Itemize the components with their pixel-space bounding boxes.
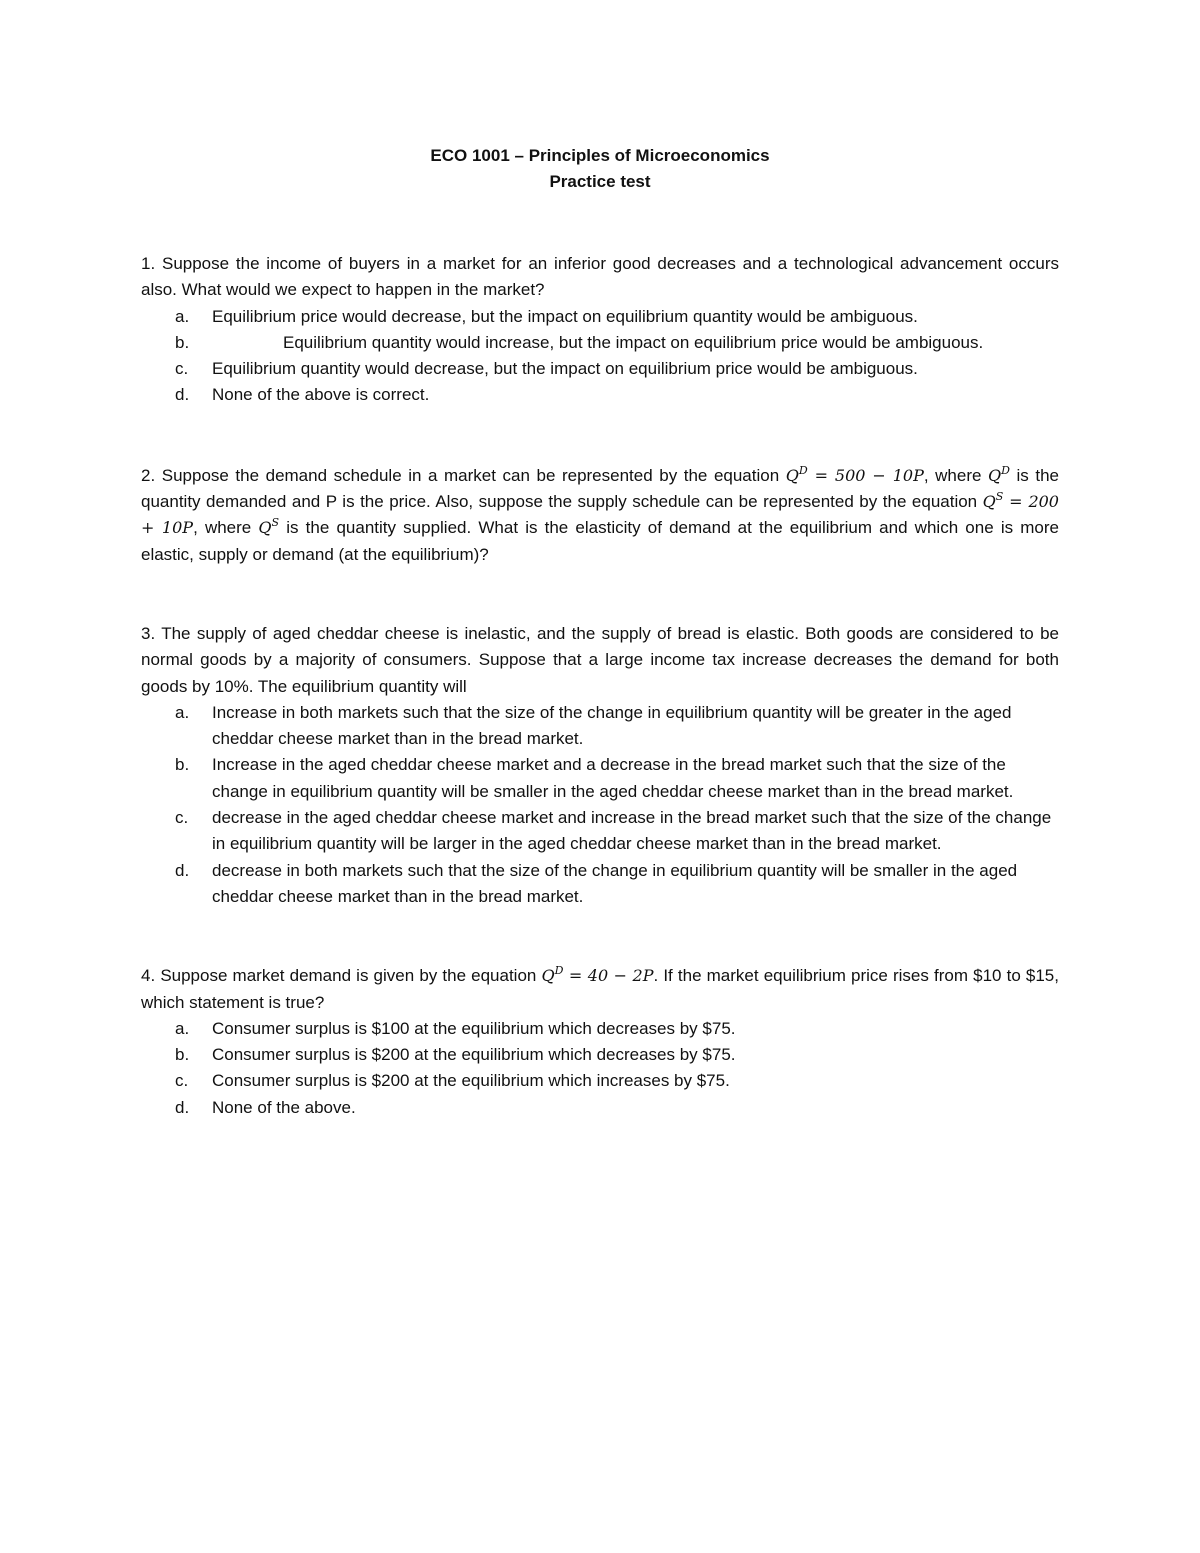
option-text: decrease in the aged cheddar cheese market and increase in the bread market such that the size of the change in equilibrium quantity will be larger in the aged cheddar cheese market than in the bread market.: [212, 808, 1052, 854]
question-text: Suppose the income of buyers in a market for an inferior good decreases and a technological advancement occurs also. What would we expect to happen in the market?: [141, 254, 1059, 300]
option-text: None of the above.: [212, 1097, 356, 1117]
supply-equation: $Q^S = 200 + 10P$: [141, 490, 1059, 538]
option-b: [141, 752, 1059, 805]
option-a: [141, 1016, 1059, 1042]
option-c: [141, 805, 1059, 858]
option-text: Increase in both markets such that the size of the change in equilibrium quantity will be greater in the aged cheddar cheese market than in the bread market.: [212, 702, 1012, 749]
option-text: Consumer surplus is $200 at the equilibrium which decreases by $75.: [212, 1045, 736, 1065]
option-letter: b.: [175, 1045, 190, 1065]
question-2: [141, 463, 1059, 568]
demand-equation: $Q^D = 40 - 2P$: [541, 964, 654, 986]
option-a: [141, 304, 1059, 330]
option-letter: b.: [175, 332, 190, 352]
question-number: 2.: [141, 465, 156, 485]
option-letter: c.: [175, 1071, 189, 1091]
option-b: [141, 1042, 1059, 1068]
question-4: [141, 963, 1059, 1121]
option-letter: a.: [175, 1018, 190, 1038]
question-4-options: [141, 1016, 1059, 1121]
option-text: decrease in both markets such that the size of the change in equilibrium quantity will be smaller in the aged cheddar cheese market than in the bread market.: [212, 860, 1018, 906]
question-1-options: [141, 304, 1059, 409]
quantity-demanded-symbol: $Q^D$: [988, 463, 1010, 485]
question-number: 1.: [141, 254, 156, 273]
quantity-supplied-symbol: $Q^S$: [258, 516, 280, 538]
demand-equation: $Q^D = 500 - 10P$: [785, 463, 924, 485]
question-text: Suppose market demand is given by the equation: [160, 966, 542, 986]
question-3-options: [141, 700, 1059, 910]
document-page: [141, 140, 1059, 1121]
option-c: [141, 356, 1059, 382]
option-text: Consumer surplus is $200 at the equilibrium which increases by $75.: [212, 1071, 730, 1091]
option-text: None of the above is correct.: [212, 385, 430, 405]
option-d: [141, 382, 1059, 408]
question-1-stem: [141, 251, 1059, 304]
option-letter: b.: [175, 755, 190, 775]
option-b: [141, 330, 1059, 356]
option-d: [141, 858, 1059, 911]
course-title: ECO 1001 – Principles of Microeconomics: [430, 146, 770, 165]
question-4-stem: 4. Suppose market demand is given by the equation $Q^D = 40 - 2P$. If the market equilibrium price rises from $10 to $15, which statement is true?: [141, 964, 1059, 1012]
option-d: [141, 1095, 1059, 1121]
option-letter: c.: [175, 359, 189, 379]
option-text: Equilibrium quantity would increase, but the impact on equilibrium price would be ambiguous.: [283, 332, 984, 352]
option-letter: d.: [175, 1097, 190, 1117]
option-letter: d.: [175, 385, 190, 405]
option-a: [141, 700, 1059, 753]
option-letter: d.: [175, 860, 190, 880]
option-letter: a.: [175, 702, 190, 722]
test-subtitle: Practice test: [549, 172, 651, 191]
question-number: 3.: [141, 623, 156, 643]
question-3-stem: [141, 621, 1059, 700]
option-letter: a.: [175, 306, 190, 326]
question-text: The supply of aged cheddar cheese is inelastic, and the supply of bread is elastic. Both goods are considered to be normal goods by a majority of consumers. Suppose that a large income tax increase decreases the demand for both goods by 10%. The equilibrium quantity will: [141, 623, 1060, 696]
question-number: 4.: [141, 966, 156, 986]
question-1: [141, 251, 1059, 409]
question-2-stem: 2. Suppose the demand schedule in a market can be represented by the equation $Q^D = 500 - 10P$, where $Q^D$ is the quantity demanded and P is the price. Also, suppose the supply schedule can be represented by the equation $Q^S = 200 + 10P$, where $Q^S$ is the quantity supplied. What is the elasticity of demand at the equilibrium and which one is more elastic, supply or demand (at the equilibrium)?: [141, 463, 1059, 564]
option-text: Equilibrium quantity would decrease, but the impact on equilibrium price would be ambiguous.: [212, 359, 918, 379]
option-text: Increase in the aged cheddar cheese market and a decrease in the bread market such that the size of the change in equilibrium quantity will be smaller in the aged cheddar cheese market than in the bread market.: [212, 755, 1014, 801]
question-3: [141, 621, 1059, 910]
option-letter: c.: [175, 808, 189, 828]
question-text: Suppose the demand schedule in a market can be represented by the equation: [161, 465, 786, 485]
document-header: [141, 143, 1059, 195]
option-text: Consumer surplus is $100 at the equilibrium which decreases by $75.: [212, 1018, 736, 1038]
option-c: [141, 1068, 1059, 1094]
option-text: Equilibrium price would decrease, but the impact on equilibrium quantity would be ambiguous.: [212, 306, 918, 326]
